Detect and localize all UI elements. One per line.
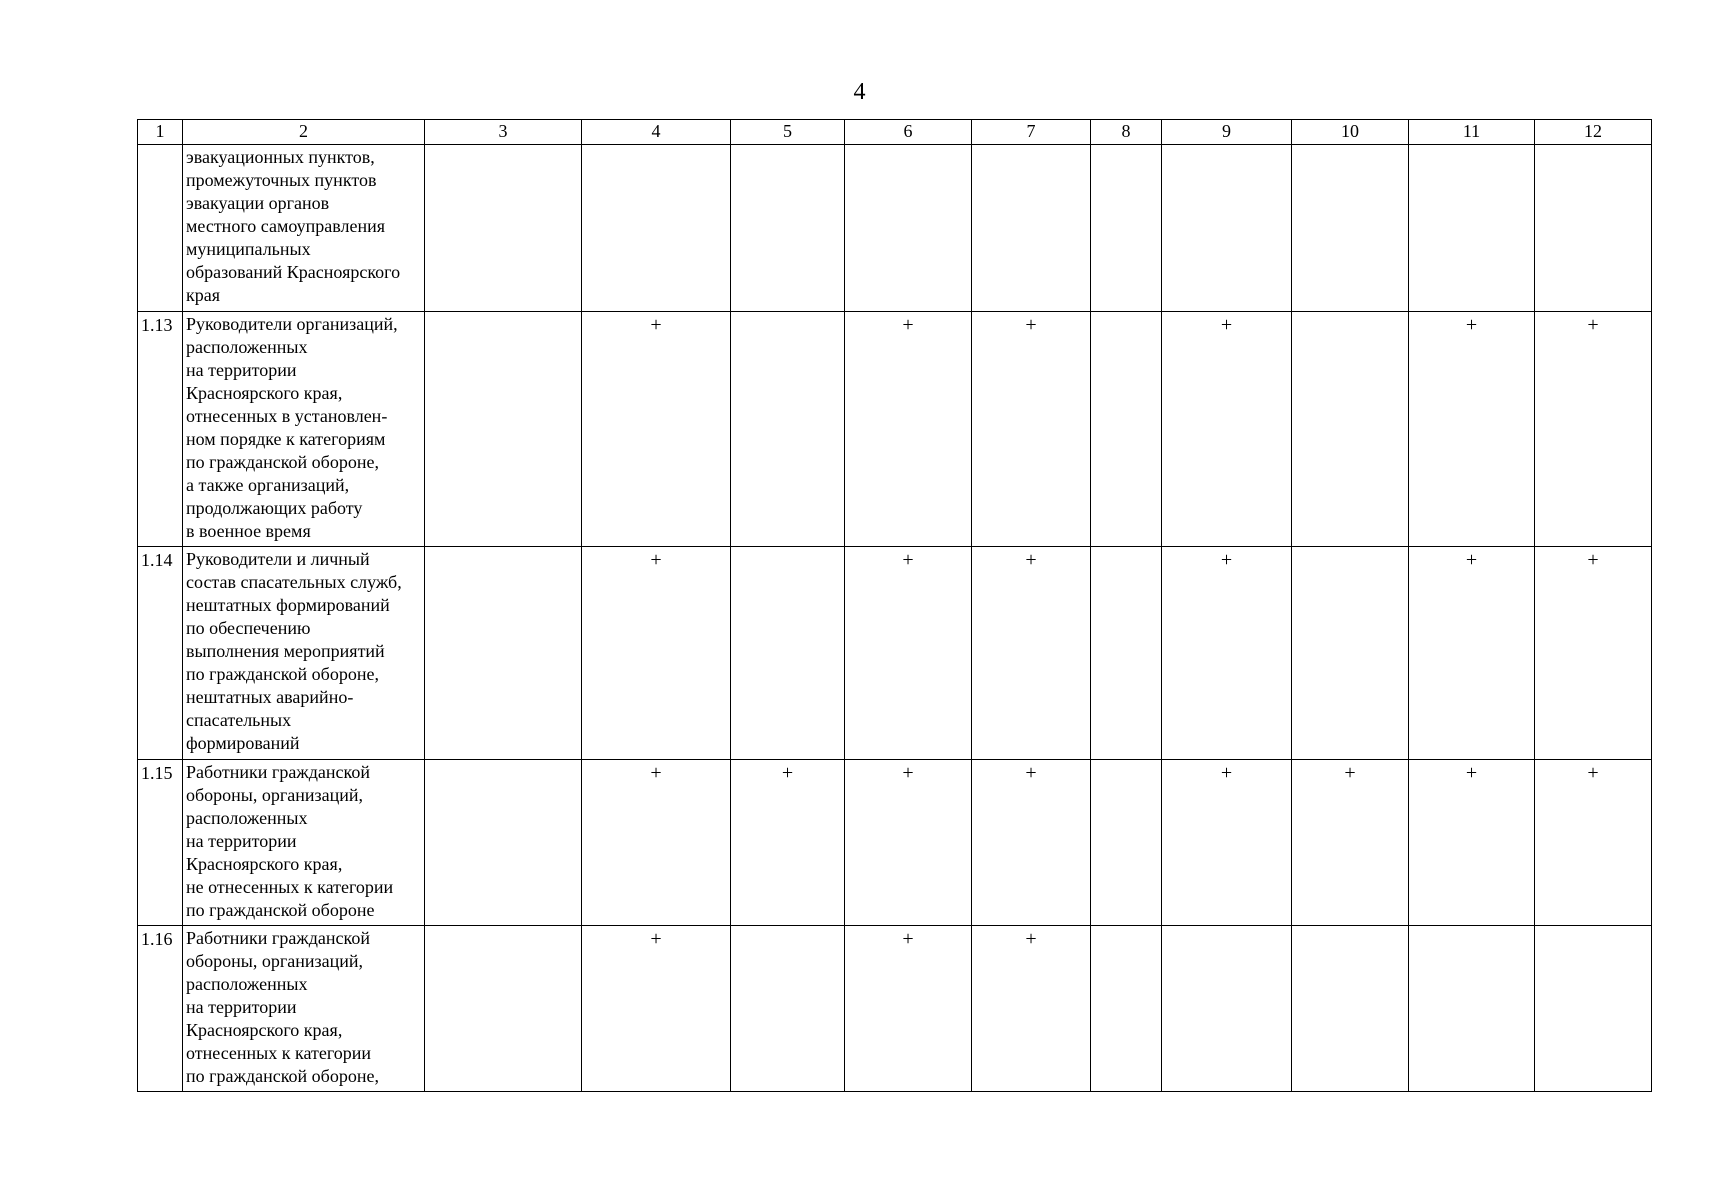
header-cell: 6: [845, 120, 972, 145]
mark-cell: [1091, 547, 1162, 760]
row-description: Работники гражданской обороны, организаций, расположенных на территории Красноярского края, отнесенных к категории по гражданской обороне,: [183, 926, 425, 1092]
header-cell: 10: [1292, 120, 1409, 145]
table-row: [138, 312, 1652, 547]
header-cell: 1: [138, 120, 183, 145]
mark-cell: +: [582, 926, 731, 1092]
row-number: [138, 145, 183, 312]
header-cell: 7: [972, 120, 1091, 145]
mark-cell: +: [972, 547, 1091, 760]
header-cell: 11: [1409, 120, 1535, 145]
mark-cell: [1091, 312, 1162, 547]
table-row: [138, 926, 1652, 1092]
mark-cell: [425, 926, 582, 1092]
mark-cell: [972, 145, 1091, 312]
mark-cell: [1162, 926, 1292, 1092]
mark-cell: +: [972, 926, 1091, 1092]
mark-cell: [1409, 926, 1535, 1092]
mark-cell: +: [845, 926, 972, 1092]
mark-cell: [425, 760, 582, 926]
mark-cell: +: [1162, 312, 1292, 547]
mark-cell: +: [845, 760, 972, 926]
mark-cell: [1535, 145, 1652, 312]
header-cell: 9: [1162, 120, 1292, 145]
mark-cell: [1292, 926, 1409, 1092]
mark-cell: +: [1162, 760, 1292, 926]
mark-cell: +: [1409, 547, 1535, 760]
header-cell: 2: [183, 120, 425, 145]
mark-cell: +: [1409, 760, 1535, 926]
mark-cell: [1162, 145, 1292, 312]
mark-cell: [1091, 760, 1162, 926]
mark-cell: [425, 547, 582, 760]
header-row: [138, 120, 1652, 145]
mark-cell: +: [1535, 312, 1652, 547]
mark-cell: [731, 547, 845, 760]
mark-cell: [1535, 926, 1652, 1092]
page-number: 4: [853, 79, 866, 105]
header-cell: 3: [425, 120, 582, 145]
mark-cell: [425, 145, 582, 312]
header-cell: 8: [1091, 120, 1162, 145]
row-description: Работники гражданской обороны, организаций, расположенных на территории Красноярского края, не отнесенных к категории по гражданской обороне: [183, 760, 425, 926]
mark-cell: [1091, 926, 1162, 1092]
mark-cell: +: [845, 312, 972, 547]
data-table: [137, 119, 1652, 1092]
mark-cell: [731, 145, 845, 312]
mark-cell: [1091, 145, 1162, 312]
mark-cell: +: [1535, 547, 1652, 760]
mark-cell: +: [1292, 760, 1409, 926]
row-number: 1.16: [138, 926, 183, 1092]
mark-cell: +: [582, 312, 731, 547]
mark-cell: +: [845, 547, 972, 760]
mark-cell: +: [582, 760, 731, 926]
mark-cell: [731, 312, 845, 547]
row-number: 1.14: [138, 547, 183, 760]
row-number: 1.13: [138, 312, 183, 547]
mark-cell: +: [1535, 760, 1652, 926]
mark-cell: +: [972, 760, 1091, 926]
mark-cell: [731, 926, 845, 1092]
row-description: эвакуационных пунктов, промежуточных пунктов эвакуации органов местного самоуправления муниципальных образований Красноярского края: [183, 145, 425, 312]
mark-cell: [1292, 547, 1409, 760]
mark-cell: [1292, 145, 1409, 312]
mark-cell: [845, 145, 972, 312]
mark-cell: +: [731, 760, 845, 926]
mark-cell: +: [972, 312, 1091, 547]
mark-cell: [425, 312, 582, 547]
row-description: Руководители и личный состав спасательных служб, нештатных формирований по обеспечению выполнения мероприятий по гражданской обороне, нештатных аварийно- спасательных формирований: [183, 547, 425, 760]
header-cell: 5: [731, 120, 845, 145]
mark-cell: [1409, 145, 1535, 312]
table-row: [138, 547, 1652, 760]
header-cell: 12: [1535, 120, 1652, 145]
row-description: Руководители организаций, расположенных на территории Красноярского края, отнесенных в установлен- ном порядке к категориям по гражданской обороне, а также организаций, продолжающих работу в военное время: [183, 312, 425, 547]
row-number: 1.15: [138, 760, 183, 926]
table-row: [138, 145, 1652, 312]
mark-cell: +: [1409, 312, 1535, 547]
table-row: [138, 760, 1652, 926]
mark-cell: [582, 145, 731, 312]
mark-cell: [1292, 312, 1409, 547]
header-cell: 4: [582, 120, 731, 145]
mark-cell: +: [582, 547, 731, 760]
mark-cell: +: [1162, 547, 1292, 760]
